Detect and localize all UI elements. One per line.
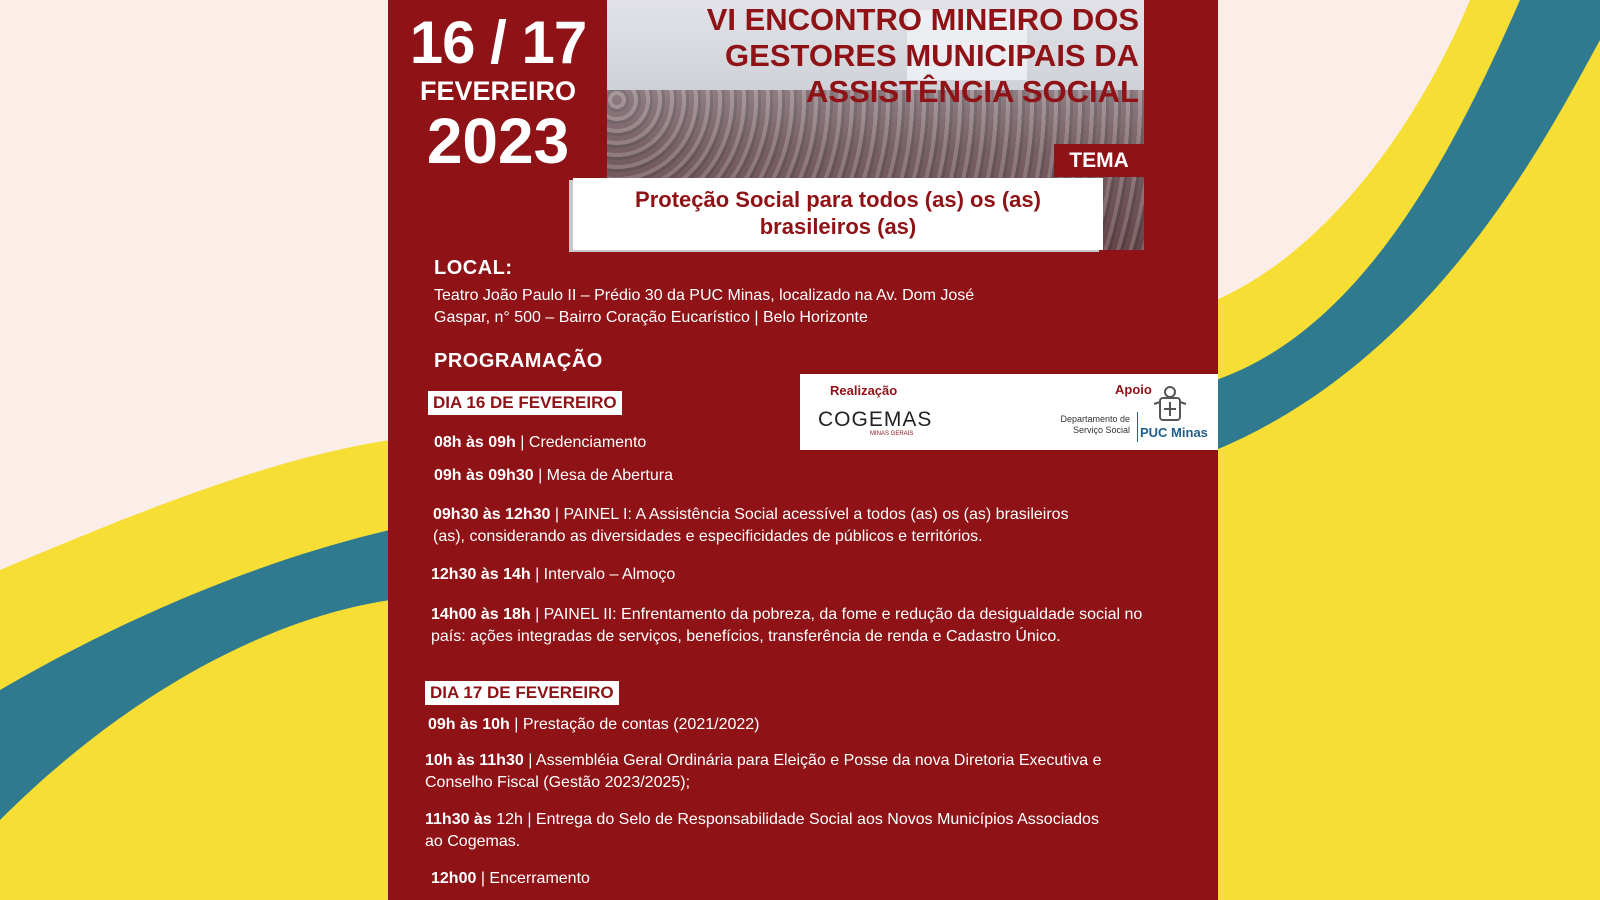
tema-line-2: brasileiros (as)	[759, 214, 917, 239]
title-line-3: ASSISTÊNCIA SOCIAL	[806, 74, 1139, 109]
dept-line-2: Serviço Social	[1072, 425, 1130, 435]
item-desc: | PAINEL II: Enfrentamento da pobreza, da fome e redução da desigualdade social no	[535, 606, 1143, 623]
item-desc: | Intervalo – Almoço	[535, 566, 676, 583]
puc-minas-logo: PUC Minas	[1140, 425, 1208, 440]
item-desc-cont: Conselho Fiscal (Gestão 2023/2025);	[425, 774, 691, 791]
event-date	[388, 0, 608, 180]
tema-text	[573, 186, 1103, 240]
sponsor-logos	[800, 374, 1218, 450]
programacao-label: PROGRAMAÇÃO	[434, 350, 603, 372]
title-line-2: GESTORES MUNICIPAIS DA	[725, 38, 1139, 73]
date-month: FEVEREIRO	[419, 76, 577, 106]
puc-seal-icon	[1148, 384, 1192, 426]
schedule-item	[434, 465, 1194, 487]
item-time: 09h30 às 12h30	[433, 506, 551, 523]
item-time: 09h às 09h30	[434, 467, 534, 484]
item-desc: 12h | Entrega do Selo de Responsabilidade Social aos Novos Municípios Associados	[496, 811, 1099, 828]
item-time: 11h30 às	[425, 811, 492, 828]
cogemas-subtitle: MINAS GERAIS	[870, 431, 914, 437]
item-desc: | Credenciamento	[520, 434, 647, 451]
realizacao-label: Realização	[830, 383, 898, 398]
apoio-label: Apoio	[1115, 382, 1152, 397]
date-year: 2023	[426, 105, 570, 177]
schedule-item	[431, 564, 1191, 586]
day1-tag: DIA 16 DE FEVEREIRO	[428, 391, 622, 415]
department-label	[1040, 414, 1130, 436]
day2-tag: DIA 17 DE FEVEREIRO	[425, 681, 619, 705]
cogemas-logo: COGEMAS	[818, 408, 933, 431]
item-time: 09h às 10h	[428, 716, 510, 733]
schedule-item	[428, 714, 1188, 736]
item-time: 10h às 11h30	[425, 752, 524, 769]
dept-line-1: Departamento de	[1060, 414, 1130, 424]
event-title	[619, 2, 1139, 110]
item-desc: | Mesa de Abertura	[538, 467, 673, 484]
item-desc-cont: ao Cogemas.	[425, 833, 521, 850]
item-time: 08h às 09h	[434, 434, 516, 451]
date-days: 16 / 17	[409, 9, 587, 76]
item-time: 12h00	[431, 870, 477, 887]
local-line-1: Teatro João Paulo II – Prédio 30 da PUC Minas, localizado na Av. Dom José	[434, 287, 975, 304]
schedule-item	[431, 604, 1191, 648]
item-time: 12h30 às 14h	[431, 566, 531, 583]
schedule-item	[433, 504, 1193, 548]
schedule-item	[425, 809, 1185, 853]
item-desc: | PAINEL I: A Assistência Social acessível a todos (as) os (as) brasileiros	[554, 506, 1069, 523]
logo-divider	[1137, 412, 1138, 442]
item-desc-cont: país: ações integradas de serviços, benefícios, transferência de renda e Cadastro Único.	[431, 628, 1061, 645]
title-line-1: VI ENCONTRO MINEIRO DOS	[706, 2, 1139, 37]
tema-box	[573, 178, 1103, 250]
schedule-item	[431, 868, 1191, 890]
item-desc: | Encerramento	[480, 870, 590, 887]
item-desc-cont: (as), considerando as diversidades e especificidades de públicos e territórios.	[433, 528, 983, 545]
tema-line-1: Proteção Social para todos (as) os (as)	[635, 187, 1041, 212]
item-desc: | Assembléia Geral Ordinária para Eleição e Posse da nova Diretoria Executiva e	[528, 752, 1102, 769]
item-time: 14h00 às 18h	[431, 606, 531, 623]
local-address	[434, 285, 1074, 329]
tema-label: TEMA	[1054, 144, 1144, 177]
event-poster	[388, 0, 1218, 900]
local-line-2: Gaspar, n° 500 – Bairro Coração Eucarístico | Belo Horizonte	[434, 309, 868, 326]
local-label: LOCAL:	[434, 257, 513, 279]
schedule-item	[425, 750, 1185, 794]
item-desc: | Prestação de contas (2021/2022)	[514, 716, 760, 733]
